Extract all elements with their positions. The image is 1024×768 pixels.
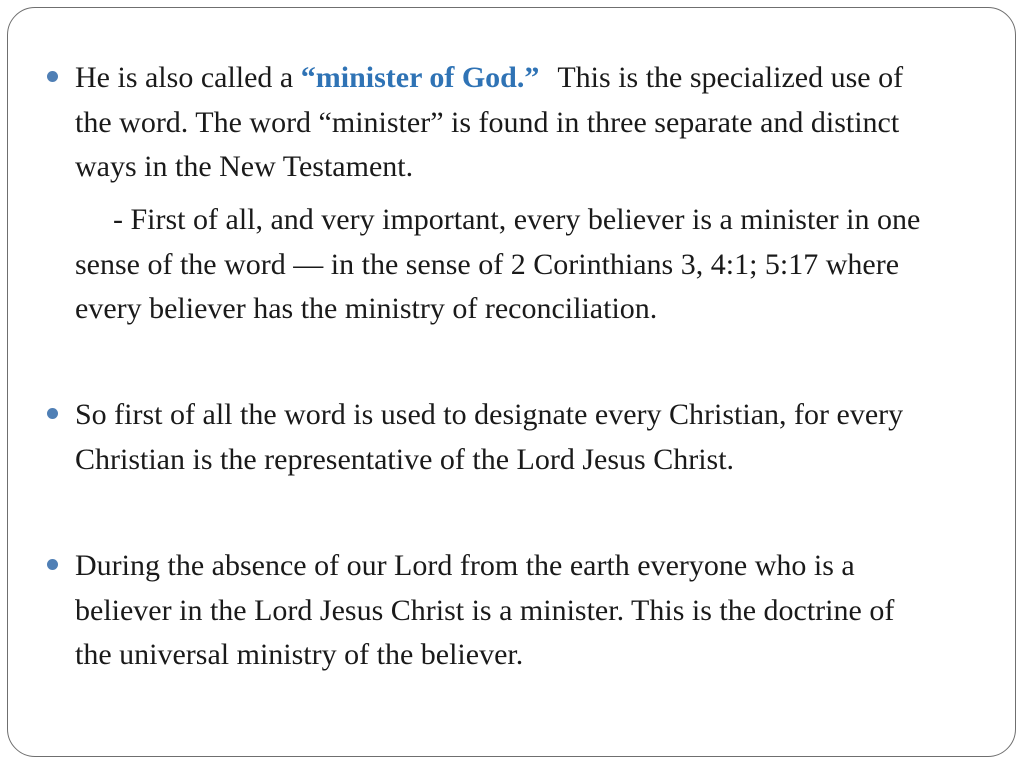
bullet-1-line-1 — [75, 56, 1015, 101]
bullet-3-line-2: believer in the Lord Jesus Christ is a minister. This is the doctrine of — [75, 593, 895, 627]
sub-paragraph-line-1: - First of all, and very important, every believer is a minister in one — [113, 203, 921, 236]
bullet-paragraph-2 — [75, 393, 1015, 482]
sub-paragraph-line-2: sense of the word — in the sense of 2 Corinthians 3, 4:1; 5:17 where — [75, 247, 900, 281]
bullet-1-line-2: the word. The word “minister” is found in three separate and distinct — [75, 105, 900, 139]
bullet-paragraph-3 — [75, 544, 1015, 678]
sub-paragraph — [75, 198, 1015, 332]
bullet-3-line-1: During the absence of our Lord from the earth everyone who is a — [75, 549, 855, 582]
bullet-dot-2 — [47, 408, 58, 419]
bullet-2-line-1: So first of all the word is used to designate every Christian, for every — [75, 398, 904, 431]
bullet-1-prefix: He is also called a — [75, 61, 301, 94]
bullet-2-line-2: Christian is the representative of the Lord Jesus Christ. — [75, 442, 735, 476]
bullet-1-suffix: This is the specialized use of — [557, 61, 904, 94]
bullet-paragraph-1 — [75, 56, 1015, 190]
bullet-dot-3 — [47, 559, 58, 570]
bullet-1-line-3: ways in the New Testament. — [75, 150, 414, 183]
bullet-dot-1 — [47, 71, 58, 82]
bullet-3-line-3: the universal ministry of the believer. — [75, 638, 524, 671]
sub-paragraph-line-3: every believer has the ministry of reconciliation. — [75, 292, 658, 325]
minister-of-god-highlight: “minister of God.” — [300, 61, 540, 94]
